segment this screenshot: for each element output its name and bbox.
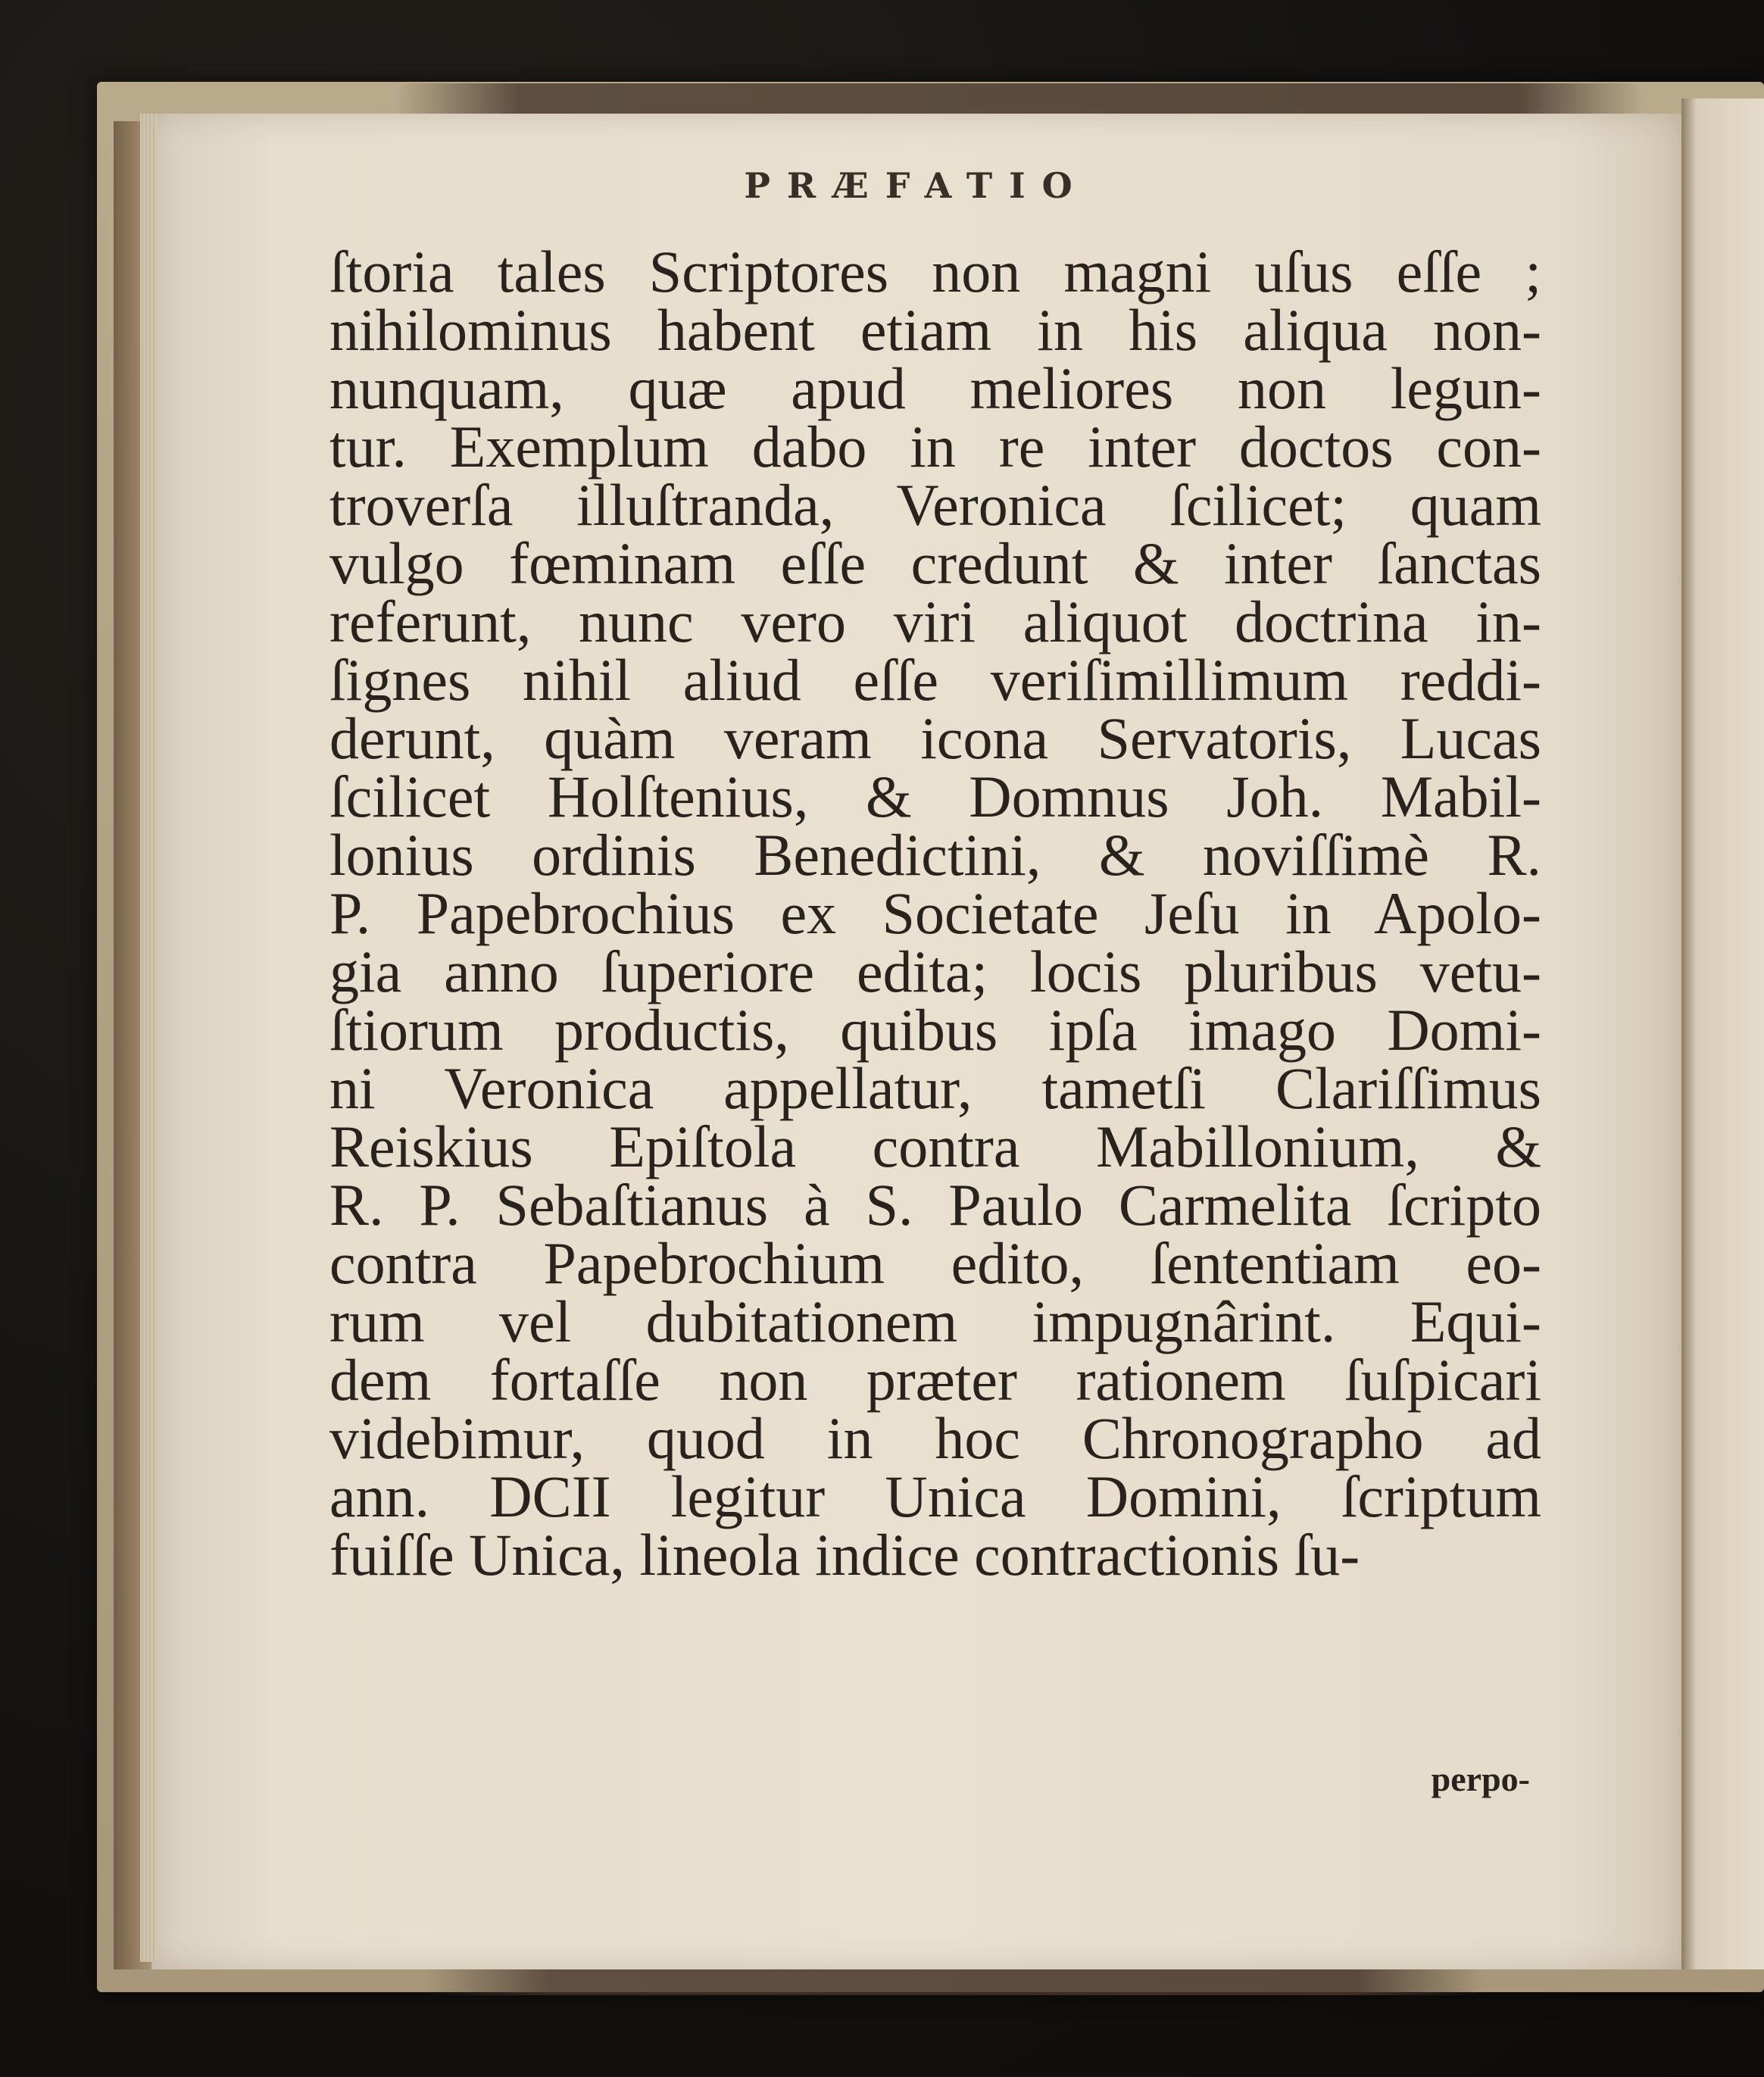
text-line: ſcilicet Holſtenius, & Domnus Joh. Mabil- — [329, 764, 1541, 829]
body-text — [329, 239, 1541, 1588]
catchword: perpo- — [1431, 1760, 1530, 1798]
running-head: PRÆFATIO — [744, 165, 1089, 206]
text-line: P. Papebrochius ex Societate Jeſu in Apolo- — [329, 880, 1541, 946]
text-line: nihilominus habent etiam in his aliqua non- — [329, 297, 1541, 363]
text-line: ſignes nihil aliud eſſe veriſimillimum reddi- — [329, 647, 1541, 713]
text-line: rum vel dubitationem impugnârint. Equi- — [329, 1288, 1541, 1354]
facing-page-edge — [1681, 98, 1764, 1969]
text-line: R. P. Sebaſtianus à S. Paulo Carmelita ſcripto — [329, 1172, 1541, 1238]
text-line: troverſa illuſtranda, Veronica ſcilicet; quam — [329, 472, 1541, 538]
text-line: nunquam, quæ apud meliores non legun- — [329, 355, 1541, 421]
text-line: contra Papebrochium edito, ſententiam eo- — [329, 1230, 1541, 1296]
text-line: ann. DCII legitur Unica Domini, ſcriptum — [329, 1463, 1541, 1529]
text-line: gia anno ſuperiore edita; locis pluribus vetu- — [329, 939, 1541, 1004]
text-line: fuiſſe Unica, lineola indice contractionis ſu- — [329, 1522, 1360, 1588]
text-line: ni Veronica appellatur, tametſi Clariſſimus — [329, 1055, 1541, 1121]
text-line: tur. Exemplum dabo in re inter doctos con- — [329, 414, 1541, 479]
text-line: ſtiorum productis, quibus ipſa imago Domi- — [329, 997, 1541, 1063]
text-line: Reiskius Epiſtola contra Mabillonium, & — [329, 1113, 1541, 1179]
text-line: ſtoria tales Scriptores non magni uſus eſſe ; — [329, 239, 1541, 305]
text-line: referunt, nunc vero viri aliquot doctrina in- — [329, 589, 1541, 654]
text-line: derunt, quàm veram icona Servatoris, Lucas — [329, 705, 1541, 771]
text-line: videbimur, quod in hoc Chronographo ad — [329, 1405, 1541, 1471]
text-line: vulgo fœminam eſſe credunt & inter ſanctas — [329, 530, 1541, 596]
text-line: lonius ordinis Benedictini, & noviſſimè R. — [329, 822, 1541, 888]
text-line: dem fortaſſe non præter rationem ſuſpicari — [329, 1347, 1541, 1413]
stacked-page-edges — [140, 114, 157, 1962]
